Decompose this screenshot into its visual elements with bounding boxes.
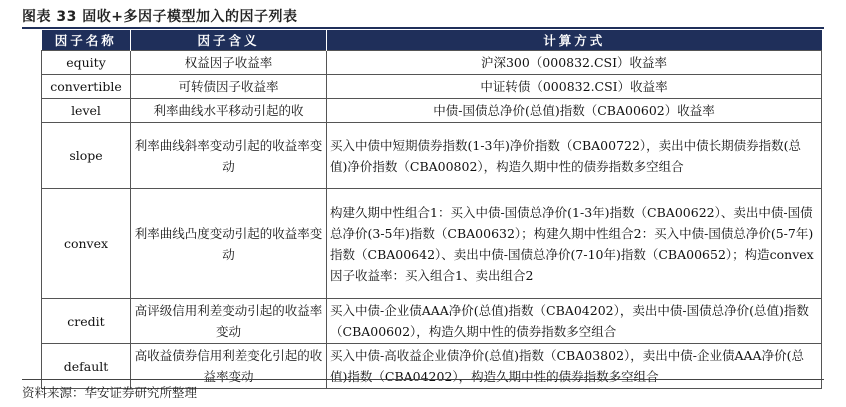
calculation-cell: 沪深300（000832.CSI）收益率	[327, 51, 822, 75]
header-calculation: 计算方式	[327, 30, 822, 51]
factor-meaning-cell: 利率曲线水平移动引起的收	[131, 99, 327, 123]
calculation-cell: 买入中债-高收益企业债净价(总值)指数（CBA03802），卖出中债-企业债AAA净价(总值)指数（CBA04202），构造久期中性的债券指数多空组合	[327, 344, 822, 389]
factor-name-cell: level	[42, 99, 131, 123]
factor-meaning-cell: 利率曲线凸度变动引起的收益率变动	[131, 189, 327, 299]
factor-name-cell: slope	[42, 123, 131, 189]
table-row	[42, 75, 822, 99]
factor-meaning-cell: 可转债因子收益率	[131, 75, 327, 99]
source-note: 资料来源：华安证券研究所整理	[22, 385, 198, 400]
factor-meaning-cell: 权益因子收益率	[131, 51, 327, 75]
calculation-cell: 中债-国债总净价(总值)指数（CBA00602）收益率	[327, 99, 822, 123]
figure-title: 图表 33 固收+多因子模型加入的因子列表	[22, 9, 298, 25]
table-row	[42, 344, 822, 389]
header-factor-name: 因子名称	[42, 30, 131, 51]
table-row	[42, 123, 822, 189]
factor-name-cell: convertible	[42, 75, 131, 99]
calculation-cell: 买入中债中短期债券指数(1-3年)净价指数（CBA00722），卖出中债长期债券指数(总值)净价指数（CBA00802），构造久期中性的债券指数多空组合	[327, 123, 822, 189]
factor-name-cell: equity	[42, 51, 131, 75]
table-row	[42, 99, 822, 123]
source-rule	[22, 379, 824, 380]
table-row	[42, 51, 822, 75]
factor-meaning-cell: 高收益债券信用利差变化引起的收益率变动	[131, 344, 327, 389]
factor-meaning-cell: 高评级信用利差变动引起的收益率变动	[131, 299, 327, 344]
title-rule	[22, 27, 824, 29]
factor-name-cell: default	[42, 344, 131, 389]
calculation-cell: 中证转债（000832.CSI）收益率	[327, 75, 822, 99]
factor-table	[41, 30, 822, 389]
header-row	[42, 30, 822, 51]
table-row	[42, 189, 822, 299]
calculation-cell: 构建久期中性组合1：买入中债-国债总净价(1-3年)指数（CBA00622）、卖出中债-国债总净价(3-5年)指数（CBA00632）；构建久期中性组合2：买入中债-国债总净价(5-7年)指数（CBA00642）、卖出中债-国债总净价(7-10年)指数（CBA00652）；构造convex因子收益率：买入组合1、卖出组合2	[327, 189, 822, 299]
calculation-cell: 买入中债-企业债AAA净价(总值)指数（CBA04202），卖出中债-国债总净价(总值)指数（CBA00602），构造久期中性的债券指数多空组合	[327, 299, 822, 344]
table-row	[42, 299, 822, 344]
header-factor-meaning: 因子含义	[131, 30, 327, 51]
factor-name-cell: convex	[42, 189, 131, 299]
factor-meaning-cell: 利率曲线斜率变动引起的收益率变动	[131, 123, 327, 189]
factor-name-cell: credit	[42, 299, 131, 344]
